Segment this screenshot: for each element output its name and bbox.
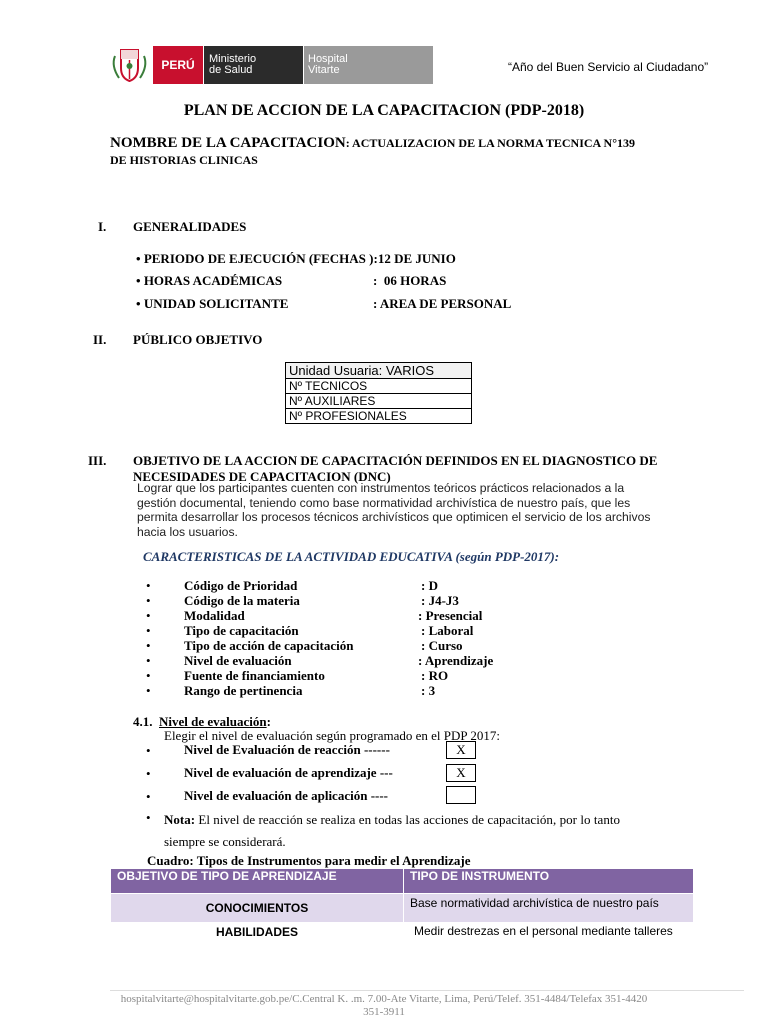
publico-row: Nº PROFESIONALES <box>286 409 472 424</box>
bullet-icon: • <box>146 638 151 653</box>
table-cell: Base normatividad archivística de nuestro país <box>404 894 694 923</box>
hospital-label <box>304 46 433 84</box>
nivel-checkbox <box>446 741 476 759</box>
generalidades-item <box>136 251 456 267</box>
table-cell: Medir destrezas en el personal mediante talleres <box>404 923 694 955</box>
bullet-icon: • <box>146 653 151 668</box>
caract-label: Código de Prioridad <box>184 578 298 593</box>
list-item <box>146 578 596 593</box>
nombre-value: : ACTUALIZACION DE LA NORMA TECNICA N°139 <box>345 136 636 150</box>
caract-label: Código de la materia <box>184 593 300 608</box>
nombre-value-line2: DE HISTORIAS CLINICAS <box>110 153 258 167</box>
bullet-icon: • <box>136 296 141 311</box>
hospital-line2: Vitarte <box>308 64 340 76</box>
table-header: OBJETIVO DE TIPO DE APRENDIZAJE <box>111 869 404 894</box>
caract-label: Rango de pertinencia <box>184 683 303 698</box>
nota-label: Nota: <box>164 812 196 827</box>
nombre-label: NOMBRE DE LA CAPACITACION <box>110 135 346 151</box>
objetivo-line: hacia los usuarios. <box>137 524 238 539</box>
publico-row: Nº AUXILIARES <box>286 394 472 409</box>
list-item <box>146 623 596 638</box>
list-item <box>146 683 596 698</box>
motto: “Año del Buen Servicio al Ciudadano” <box>508 60 709 74</box>
nivel-checkbox <box>446 764 476 782</box>
nivel-item-label: Nivel de evaluación de aplicación ---- <box>184 788 389 803</box>
section-iii-title-line2: NECESIDADES DE CAPACITACION (DNC) <box>133 469 391 484</box>
page-title: PLAN DE ACCION DE LA CAPACITACION (PDP-2018) <box>183 102 585 119</box>
nota-text-line2: siempre se considerará. <box>164 834 286 849</box>
nivel-checkbox-mark: X <box>456 742 466 757</box>
section-iii-title-line1: OBJETIVO DE LA ACCION DE CAPACITACIÓN DEFINIDOS EN EL DIAGNOSTICO DE <box>133 453 658 468</box>
peru-shield-icon <box>107 46 152 84</box>
nivel-checkbox-mark: X <box>456 765 466 780</box>
generalidades-label: UNIDAD SOLICITANTE <box>143 296 289 311</box>
caract-value: : Presencial <box>418 608 483 623</box>
list-item <box>146 593 596 608</box>
objetivo-line: gestión documental, teniendo como base normatividad archivística de nuestro país, que les <box>137 495 631 510</box>
caract-value: : Laboral <box>421 623 474 638</box>
instrument-table <box>110 868 694 955</box>
nivel-checkbox <box>446 786 476 804</box>
footer-rule <box>110 990 744 991</box>
generalidades-item <box>136 296 288 312</box>
nivel-intro: Elegir el nivel de evaluación según programado en el PDP 2017: <box>164 728 500 743</box>
list-item <box>146 653 596 668</box>
generalidades-label: PERIODO DE EJECUCIÓN (FECHAS ):12 DE JUNIO <box>143 251 456 266</box>
publico-header: Unidad Usuaria: VARIOS <box>286 363 472 379</box>
bullet-icon: • <box>146 683 151 698</box>
bullet-icon: • <box>146 623 151 638</box>
table-header: TIPO DE INSTRUMENTO <box>404 869 694 894</box>
list-item <box>146 668 596 683</box>
caract-label: Fuente de financiamiento <box>184 668 325 683</box>
bullet-icon: • <box>146 668 151 683</box>
peru-label <box>153 46 203 84</box>
caract-label: Tipo de acción de capacitación <box>184 638 354 653</box>
table-row <box>111 923 694 955</box>
objetivo-line: permita desarrollar los procesos técnicos archivísticos que optimicen el servicio de los archivos <box>137 510 651 524</box>
table-cell: HABILIDADES <box>111 923 404 955</box>
nivel-title: Nivel de evaluación <box>159 714 267 729</box>
caract-value: : J4-J3 <box>421 593 459 608</box>
ministerio-line1: Ministerio <box>209 53 257 65</box>
nivel-item-label: Nivel de evaluación de aprendizaje --- <box>184 765 393 780</box>
bullet-icon: • <box>146 810 151 825</box>
bullet-icon: • <box>146 593 151 608</box>
bullet-icon: • <box>146 608 151 623</box>
bullet-icon: • <box>146 789 151 804</box>
generalidades-item <box>136 273 282 289</box>
header-logo <box>107 46 433 84</box>
section-i-number: I. <box>98 219 107 234</box>
publico-table <box>285 362 472 424</box>
nota <box>164 809 694 853</box>
list-item <box>146 608 596 623</box>
section-ii-number: II. <box>93 332 107 347</box>
caracteristicas-title: CARACTERISTICAS DE LA ACTIVIDAD EDUCATIVA (según PDP-2017): <box>143 549 560 564</box>
table-cell: CONOCIMIENTOS <box>111 894 404 923</box>
caract-value: : Aprendizaje <box>418 653 494 668</box>
caract-label: Modalidad <box>184 608 245 623</box>
peru-text: PERÚ <box>161 58 195 72</box>
caract-label: Tipo de capacitación <box>184 623 299 638</box>
objetivo-paragraph <box>137 481 694 539</box>
nivel-item-label: Nivel de Evaluación de reacción ------ <box>184 742 390 757</box>
footer-line2: 351-3911 <box>363 1006 405 1018</box>
bullet-icon: • <box>146 743 151 758</box>
caracteristicas-list <box>146 578 596 698</box>
bullet-icon: • <box>146 766 151 781</box>
bullet-icon: • <box>136 251 141 266</box>
nombre-capacitacion <box>110 134 694 168</box>
section-ii-title: PÚBLICO OBJETIVO <box>133 332 263 347</box>
footer-line1: hospitalvitarte@hospitalvitarte.gob.pe/C.Central K. .m. 7.00-Ate Vitarte, Lima, Perú/Telef. 351-4484/Telefax 351-4420 <box>120 993 648 1005</box>
caract-label: Nivel de evaluación <box>184 653 292 668</box>
list-item <box>146 638 596 653</box>
caract-value: : D <box>421 578 438 593</box>
bullet-icon: • <box>146 578 151 593</box>
cuadro-title: Cuadro: Tipos de Instrumentos para medir el Aprendizaje <box>147 853 471 868</box>
ministerio-line2: de Salud <box>209 64 253 76</box>
caract-value: : 3 <box>421 683 436 698</box>
caract-value: : RO <box>421 668 449 683</box>
caract-value: : Curso <box>421 638 463 653</box>
nivel-colon: : <box>266 714 271 729</box>
generalidades-value: : 06 HORAS <box>373 273 447 288</box>
footer <box>0 993 768 1019</box>
bullet-icon: • <box>136 273 141 288</box>
table-row <box>111 894 694 923</box>
ministerio-label <box>204 46 303 84</box>
section-i-title: GENERALIDADES <box>133 219 247 234</box>
generalidades-value: : AREA DE PERSONAL <box>373 296 512 311</box>
publico-row: Nº TECNICOS <box>286 379 472 394</box>
nivel-number: 4.1. <box>133 714 153 729</box>
generalidades-label: HORAS ACADÉMICAS <box>143 273 283 288</box>
nota-text: El nivel de reacción se realiza en todas las acciones de capacitación, por lo tanto <box>195 812 621 827</box>
hospital-line1: Hospital <box>308 53 348 65</box>
objetivo-line: Lograr que los participantes cuenten con instrumentos teóricos prácticos relacionados a la <box>137 481 625 495</box>
section-iii-number: III. <box>88 453 107 468</box>
